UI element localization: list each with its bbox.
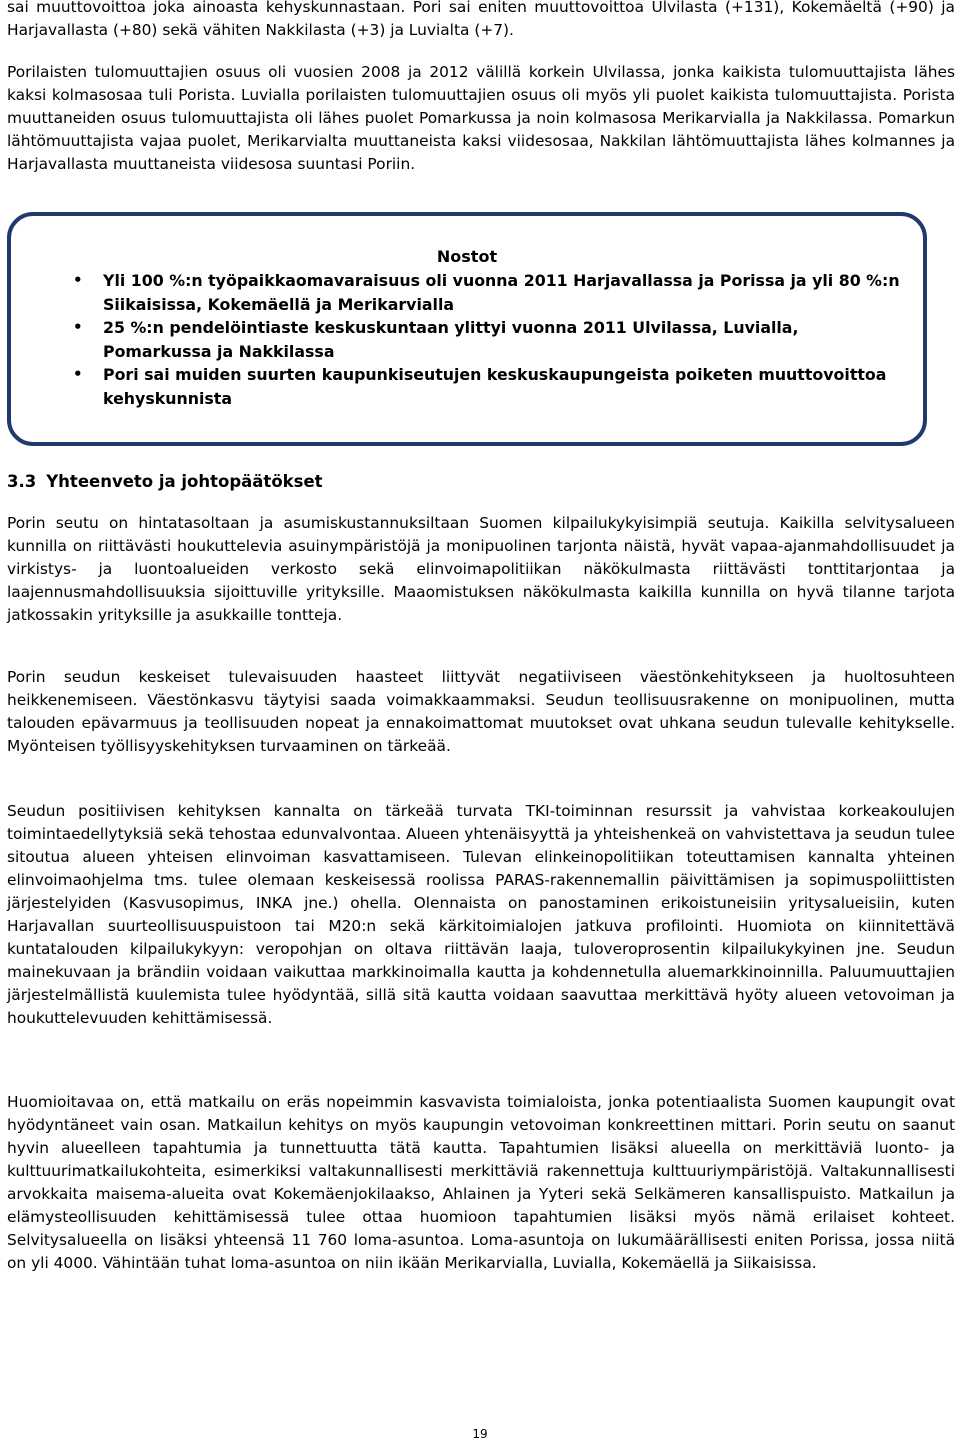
- highlights-list: [73, 269, 903, 410]
- paragraph-challenges: Porin seudun keskeiset tulevaisuuden haasteet liittyvät negatiiviseen väestönkehitykseen ja huoltosuhteen heikkenemiseen. Väestönkasvu täytyisi saada voimakkaammaksi. Seudun teollisuusrakenne on monipuolinen, mutta talouden epävarmuus ja teollisuuden nopeat ja ennakoimattomat muutokset ovat uhkana seudun tulevalle kehitykselle. Myönteisen työllisyyskehityksen turvaaminen on tärkeää.: [7, 668, 955, 755]
- paragraph-competitiveness: Porin seutu on hintatasoltaan ja asumiskustannuksiltaan Suomen kilpailukykyisimpiä seutuja. Kaikilla selvitysalueen kunnilla on riittävästi houkuttelevia asuinympäristöjä ja monipuolinen tarjonta näistä, hyvät vapaa-ajanmahdollisuudet ja virkistys- ja luontoalueiden verkosto sekä elinvoimapolitiikan näkökulmasta riittävästi tonttitarjontaa ja laajennusmahdollisuuksia sijoittuville yrityksille. Maaomistuksen näkökulmasta kaikilla kunnilla on hyvä tilanne tarjota jatkossakin yrityksille ja asukkaille tontteja.: [7, 514, 955, 624]
- highlight-text: Pori sai muiden suurten kaupunkiseutujen keskuskaupungeista poiketen muuttovoittoa kehyskunnista: [103, 365, 887, 408]
- bullet-icon: •: [73, 318, 83, 336]
- highlight-item: [73, 316, 903, 363]
- bullet-icon: •: [73, 271, 83, 289]
- section-heading: [7, 470, 323, 494]
- section-title: Yhteenveto ja johtopäätökset: [46, 472, 323, 491]
- bullet-icon: •: [73, 365, 83, 383]
- paragraph-pori-migrants: Porilaisten tulomuuttajien osuus oli vuosien 2008 ja 2012 välillä korkein Ulvilassa, jonka kaikista tulomuuttajista lähes kaksi kolmasosaa tuli Porista. Luvialla porilaisten tulomuuttajien osuus oli myös yli puolet kaikista tulomuuttajista. Porista muuttaneiden osuus tulomuuttajista oli lähes puolet Pomarkussa ja noin kolmasosa Merikarvialla ja Nakkilassa. Pomarkun lähtömuuttajista vajaa puolet, Merikarvialta muuttaneista kaksi viidesosaa, Nakkilan lähtömuuttajista lähes kolmannes ja Harjavallasta muuttaneista viidesosa suuntasi Poriin.: [7, 63, 955, 173]
- highlights-title: Nostot: [436, 247, 498, 266]
- section-number: 3.3: [7, 472, 37, 491]
- paragraph-migration-summary: sai muuttovoittoa joka ainoasta kehyskunnastaan. Pori sai eniten muuttovoittoa Ulvilasta (+131), Kokemäeltä (+90) ja Harjavallasta (+80) sekä vähiten Nakkilasta (+3) ja Luvialta (+7).: [7, 0, 955, 39]
- highlight-text: Yli 100 %:n työpaikkaomavaraisuus oli vuonna 2011 Harjavallassa ja Porissa ja yli 80 %:n Siikaisissa, Kokemäellä ja Merikarvialla: [103, 271, 900, 314]
- highlight-item: [73, 269, 903, 316]
- page-number: 19: [472, 1427, 488, 1441]
- paragraph-development: Seudun positiivisen kehityksen kannalta on tärkeää turvata TKI-toiminnan resurssit ja vahvistaa korkeakoulujen toimintaedellytyksiä sekä tehostaa edunvalvontaa. Alueen yhtenäisyyttä ja yhteishenkeä on vahvistettava ja seudun tulee sitoutua alueen yhteisen elinvoiman kasvattamiseen. Tulevan elinkeinopolitiikan toteuttamisen kannalta yhteinen elinvoimaohjelma tms. tulee olemaan keskeisessä roolissa PARAS-rakennemallin päivittämisen ja sopimuspoliittisten järjestelyiden (Kasvusopimus, INKA jne.) ohella. Olennaista on panostaminen erikoistuneisiin yritysalueisiin, kuten Harjavallan suurteollisuuspuistoon tai M20:n sekä kärkitoimialojen jatkuva profilointi. Huomiota on kiinnitettävä kuntatalouden kilpailukykyyn: veropohjan on oltava riittävän laaja, tuloveroprosentin kilpailukykyinen jne. Seudun mainekuvaan ja brändiin voidaan vaikuttaa markkinoimalla kautta ja kohdennetulla aluemarkkinoinnilla. Paluumuuttajien järjestelmällistä kuulemista tulee hyödyntää, sillä sitä kautta voidaan saavuttaa merkittävä hyöty alueen vetovoiman ja houkuttelevuuden kehittämisessä.: [7, 802, 955, 1027]
- paragraph-tourism: Huomioitavaa on, että matkailu on eräs nopeimmin kasvavista toimialoista, jonka potentiaalista Suomen kaupungit ovat hyödyntäneet vain osan. Matkailun kehitys on myös kaupungin vetovoiman konkreettinen mittari. Porin seutu on saanut hyvin alueelleen tapahtumia ja tunnettuutta tätä kautta. Tapahtumien lisäksi alueella on merkittäviä luonto- ja kulttuurimatkailukohteita, esimerkiksi valtakunnallisesti merkittäviä rakennettuja kulttuuriympäristöjä. Valtakunnallisesti arvokkaita maisema-alueita ovat Kokemäenjokilaakso, Ahlainen ja Yyteri sekä Selkämeren kansallispuisto. Matkailun ja elämysteollisuuden kehittämisessä tulee ottaa huomioon tapahtumien lisäksi myös nämä erilaiset kohteet. Selvitysalueella on lisäksi yhteensä 11 760 loma-asuntoa. Loma-asuntoja on lukumäärällisesti eniten Porissa, jossa niitä on yli 4000. Vähintään tuhat loma-asuntoa on niin ikään Merikarvialla, Luvialla, Kokemäellä ja Siikaisissa.: [7, 1093, 955, 1272]
- highlight-item: [73, 363, 903, 410]
- highlights-box: [7, 212, 927, 446]
- highlight-text: 25 %:n pendelöintiaste keskuskuntaan ylittyi vuonna 2011 Ulvilassa, Luvialla, Pomarkussa ja Nakkilassa: [103, 318, 799, 361]
